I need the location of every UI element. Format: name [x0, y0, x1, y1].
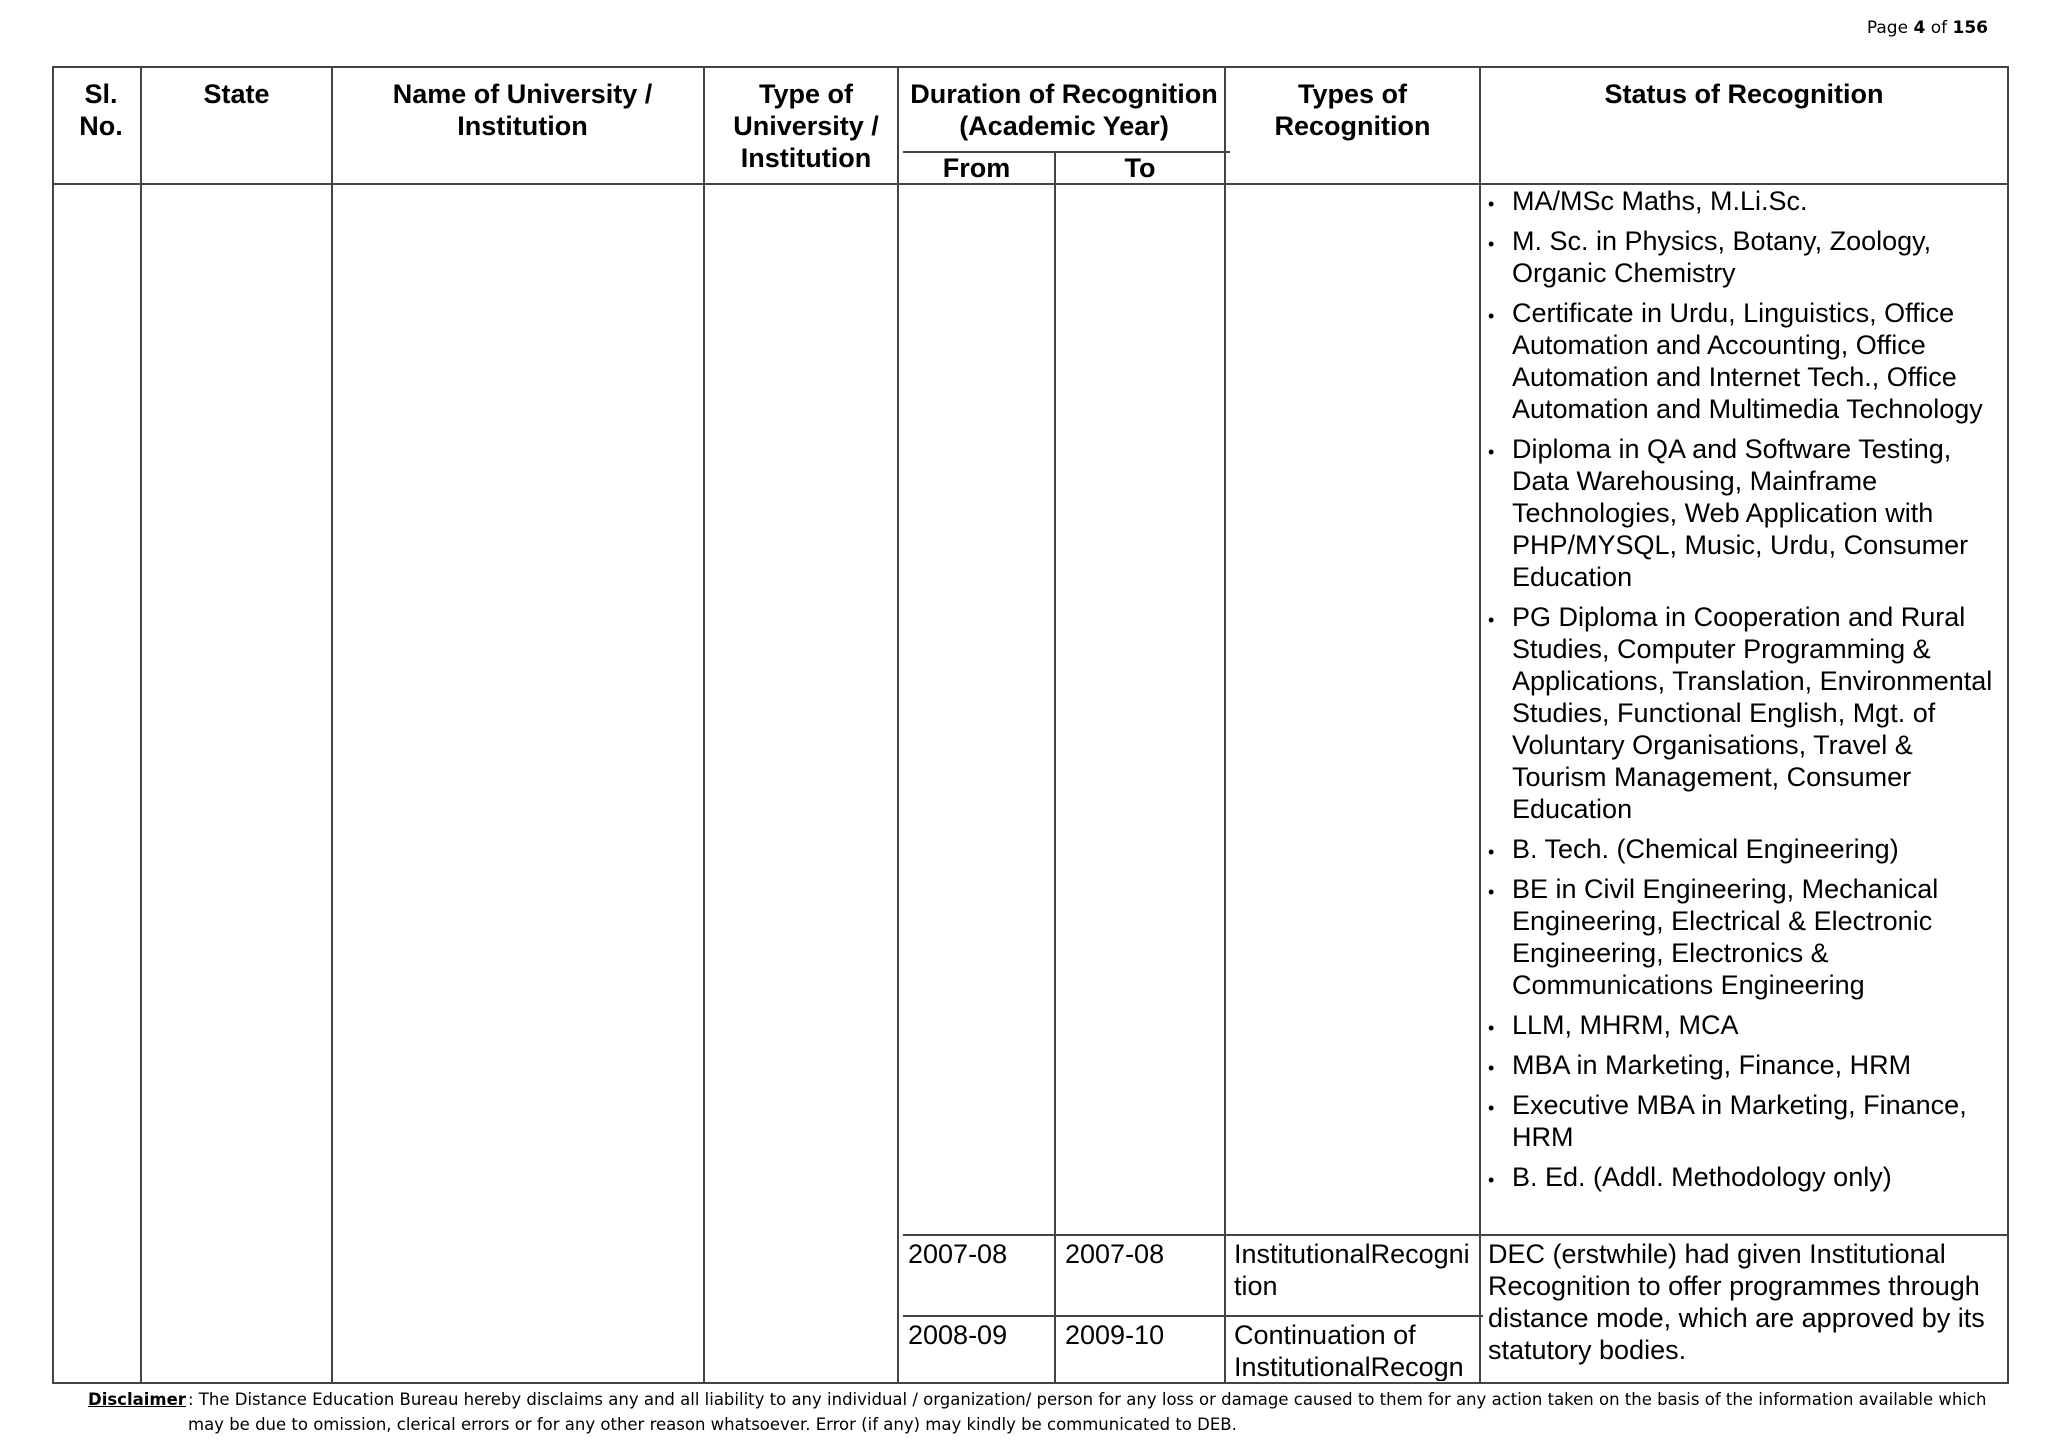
row1-type: InstitutionalRecognition — [1234, 1239, 1470, 1301]
table-bottom-border — [52, 1382, 2009, 1384]
disclaimer-label: Disclaimer — [88, 1390, 186, 1409]
col-border-3 — [703, 66, 705, 1384]
header-from: From — [942, 153, 1011, 183]
disclaimer — [88, 1387, 1988, 1437]
row-divider-1 — [903, 1234, 2009, 1236]
col-border-5 — [1054, 151, 1056, 1384]
row1-to: 2007-08 — [1065, 1239, 1165, 1269]
col-border-4 — [897, 66, 899, 1384]
status-list — [1482, 185, 2002, 1193]
status-item: • Certificate in Urdu, Linguistics, Office Automation and Accounting, Office Automation and Internet Tech., Office Automation and Multimedia Technology — [1482, 297, 2002, 425]
status-item: • Diploma in QA and Software Testing, Data Warehousing, Mainframe Technologies, Web Application with PHP/MYSQL, Music, Urdu, Consumer Education — [1482, 433, 2002, 593]
header-to: To — [1124, 153, 1156, 183]
header-name: Name of University / Institution — [392, 79, 653, 141]
status-item: • M. Sc. in Physics, Botany, Zoology, Organic Chemistry — [1482, 225, 2002, 289]
header-sl-no: Sl. No. — [79, 79, 123, 141]
status-item: • LLM, MHRM, MCA — [1482, 1009, 2002, 1041]
col-border-7 — [1479, 66, 1481, 1384]
status-item: • MBA in Marketing, Finance, HRM — [1482, 1049, 2002, 1081]
row1-from: 2007-08 — [908, 1239, 1008, 1269]
status-item: • Executive MBA in Marketing, Finance, HRM — [1482, 1089, 2002, 1153]
disclaimer-text: : The Distance Education Bureau hereby disclaims any and all liability to any individual / organization/ person for any loss or damage caused to them for any action taken on the basis of the information available which may be due to omission, clerical errors or for any other reason whatsoever. Error (if any) may kindly be communicated to DEB. — [188, 1390, 1987, 1434]
col-border-6 — [1224, 66, 1226, 1384]
header-type: Type of University / Institution — [733, 79, 879, 173]
merged-status: DEC (erstwhile) had given Institutional Recognition to offer programmes through distance mode, which are approved by its statutory bodies. — [1488, 1239, 1985, 1365]
status-item: • BE in Civil Engineering, Mechanical Engineering, Electrical & Electronic Engineering, Electronics & Communications Engineering — [1482, 873, 2002, 1001]
status-list-cell — [1482, 185, 2002, 1201]
row2-type: Continuation of InstitutionalRecogn — [1234, 1320, 1464, 1381]
col-border-0 — [52, 66, 54, 1384]
col-border-1 — [140, 66, 142, 1384]
header-types-recognition: Types of Recognition — [1274, 79, 1431, 141]
row-divider-2 — [903, 1315, 1483, 1317]
status-item: • MA/MSc Maths, M.Li.Sc. — [1482, 185, 2002, 217]
row2-from: 2008-09 — [908, 1320, 1008, 1350]
header-state: State — [203, 79, 270, 109]
status-item: • PG Diploma in Cooperation and Rural Studies, Computer Programming & Applications, Translation, Environmental Studies, Functional English, Mgt. of Voluntary Organisations, Travel & Tourism Management, Consumer Education — [1482, 601, 2002, 825]
page-number: Page 4 of 156 — [1866, 18, 1988, 38]
status-item: • B. Ed. (Addl. Methodology only) — [1482, 1161, 2002, 1193]
header-duration: Duration of Recognition (Academic Year) — [910, 79, 1218, 141]
status-item: • B. Tech. (Chemical Engineering) — [1482, 833, 2002, 865]
col-border-8 — [2007, 66, 2009, 1384]
table-top-border — [52, 66, 2009, 68]
header-status: Status of Recognition — [1604, 79, 1884, 109]
col-border-2 — [331, 66, 333, 1384]
row2-to: 2009-10 — [1065, 1320, 1165, 1350]
